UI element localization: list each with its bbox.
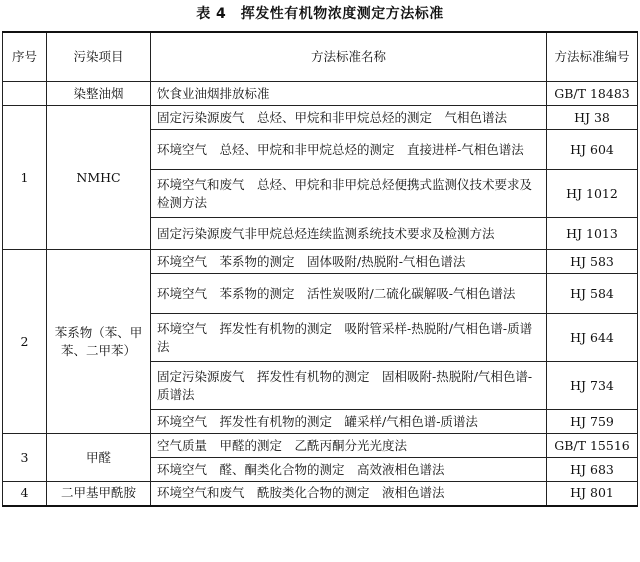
cell-method: 环境空气 苯系物的测定 活性炭吸附/二硫化碳解吸-气相色谱法 (151, 274, 547, 314)
cell-pollutant: 染整油烟 (47, 82, 151, 106)
cell-method: 环境空气 醛、酮类化合物的测定 高效液相色谱法 (151, 458, 547, 482)
cell-pollutant: NMHC (47, 106, 151, 250)
header-standard-no: 方法标准编号 (547, 32, 638, 82)
table-caption: 表 4 挥发性有机物浓度测定方法标准 (196, 6, 444, 22)
cell-method: 空气质量 甲醛的测定 乙酰丙酮分光光度法 (151, 434, 547, 458)
cell-index (3, 82, 47, 106)
cell-method: 环境空气 总烃、甲烷和非甲烷总烃的测定 直接进样-气相色谱法 (151, 130, 547, 170)
cell-standard-no: HJ 683 (547, 458, 638, 482)
cell-standard-no: HJ 1012 (547, 170, 638, 218)
cell-standard-no: HJ 801 (547, 482, 638, 506)
cell-standard-no: HJ 1013 (547, 218, 638, 250)
cell-index: 1 (3, 106, 47, 250)
cell-method: 固定污染源废气 挥发性有机物的测定 固相吸附-热脱附/气相色谱-质谱法 (151, 362, 547, 410)
cell-standard-no: GB/T 15516 (547, 434, 638, 458)
cell-standard-no: HJ 604 (547, 130, 638, 170)
cell-index: 2 (3, 250, 47, 434)
table-row (3, 106, 638, 130)
cell-standard-no: HJ 734 (547, 362, 638, 410)
cell-index: 3 (3, 434, 47, 482)
table-row (3, 482, 638, 506)
header-index: 序号 (3, 32, 47, 82)
cell-method: 环境空气和废气 酰胺类化合物的测定 液相色谱法 (151, 482, 547, 506)
cell-standard-no: HJ 38 (547, 106, 638, 130)
cell-standard-no: HJ 584 (547, 274, 638, 314)
cell-pollutant: 甲醛 (47, 434, 151, 482)
cell-standard-no: HJ 644 (547, 314, 638, 362)
methods-table (2, 31, 638, 507)
cell-method: 固定污染源废气非甲烷总烃连续监测系统技术要求及检测方法 (151, 218, 547, 250)
cell-index: 4 (3, 482, 47, 506)
header-method: 方法标准名称 (151, 32, 547, 82)
cell-method: 环境空气 苯系物的测定 固体吸附/热脱附-气相色谱法 (151, 250, 547, 274)
cell-pollutant: 二甲基甲酰胺 (47, 482, 151, 506)
cell-method: 固定污染源废气 总烃、甲烷和非甲烷总烃的测定 气相色谱法 (151, 106, 547, 130)
table-row (3, 434, 638, 458)
cell-method: 环境空气和废气 总烃、甲烷和非甲烷总烃便携式监测仪技术要求及检测方法 (151, 170, 547, 218)
table-row (3, 250, 638, 274)
cell-method: 环境空气 挥发性有机物的测定 罐采样/气相色谱-质谱法 (151, 410, 547, 434)
cell-standard-no: GB/T 18483 (547, 82, 638, 106)
header-row (3, 32, 638, 82)
table-row (3, 82, 638, 106)
cell-standard-no: HJ 759 (547, 410, 638, 434)
table-body (3, 82, 638, 506)
cell-method: 环境空气 挥发性有机物的测定 吸附管采样-热脱附/气相色谱-质谱法 (151, 314, 547, 362)
header-pollutant: 污染项目 (47, 32, 151, 82)
cell-standard-no: HJ 583 (547, 250, 638, 274)
cell-pollutant: 苯系物（苯、甲苯、二甲苯） (47, 250, 151, 434)
cell-method: 饮食业油烟排放标准 (151, 82, 547, 106)
